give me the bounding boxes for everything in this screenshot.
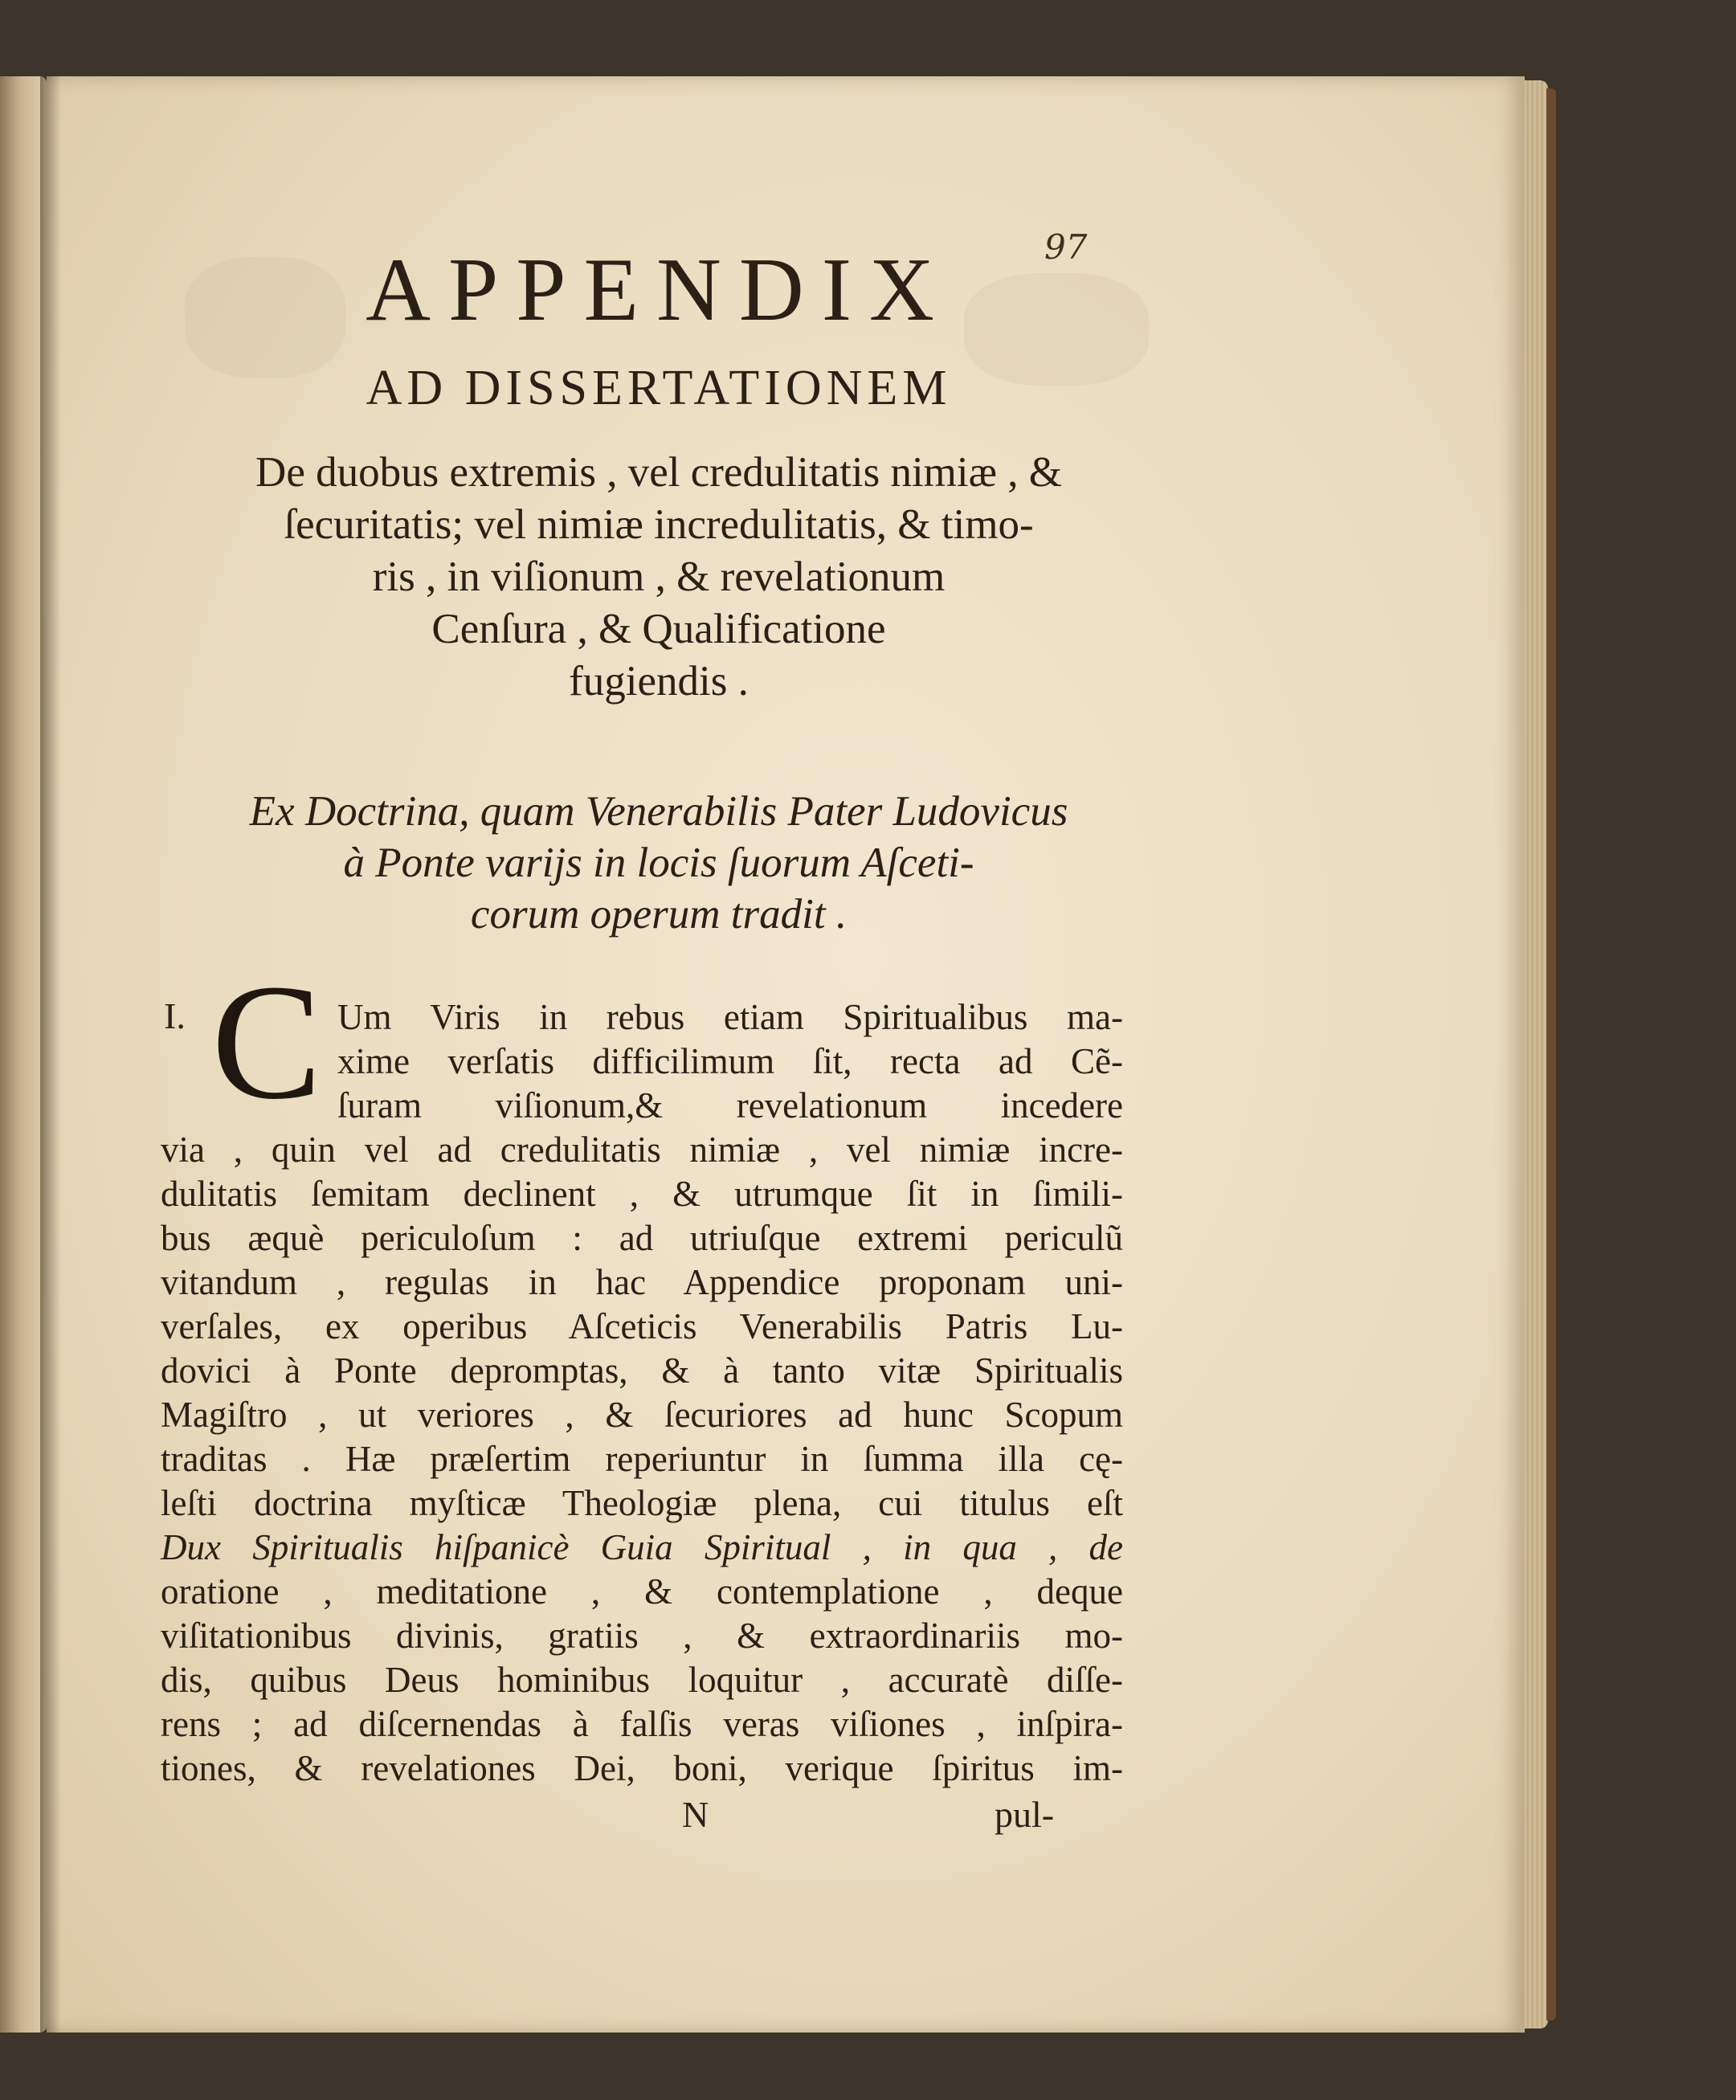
body-line: verſales, ex operibus Aſceticis Venerabilis Patris Lu- xyxy=(161,1306,1123,1346)
body-line: Magiſtro , ut veriores , & ſecuriores ad hunc Scopum xyxy=(161,1395,1123,1435)
body-line: tiones, & revelationes Dei, boni, verique ſpiritus im- xyxy=(161,1748,1123,1788)
body-line: ſuram viſionum,& revelationum incedere xyxy=(337,1085,1123,1126)
catchword: pul- xyxy=(995,1794,1055,1835)
body-line: bus æquè periculoſum : ad utriuſque extremi periculũ xyxy=(161,1218,1123,1258)
body-line: dis, quibus Deus hominibus loquitur , accuratè diſſe- xyxy=(161,1660,1123,1700)
body-line: viſitationibus divinis, gratiis , & extraordinariis mo- xyxy=(161,1616,1123,1656)
body-line: dovici à Ponte depromptas, & à tanto vitæ Spiritualis xyxy=(161,1350,1123,1391)
heading-line: fugiendis . xyxy=(569,658,749,705)
body-line: xime verſatis difficilimum ſit, recta ad Cẽ- xyxy=(337,1041,1123,1081)
doctrine-subheading xyxy=(161,786,1157,940)
body-line: dulitatis ſemitam declinent , & utrumque ſit in ſimili- xyxy=(161,1174,1123,1214)
page-number: 97 xyxy=(1044,227,1088,267)
body-line: oratione , meditatione , & contemplatione , deque xyxy=(161,1571,1123,1612)
paragraph-number: I. xyxy=(164,995,186,1036)
body-line: vitandum , regulas in hac Appendice proponam uni- xyxy=(161,1262,1123,1302)
body-line: via , quin vel ad credulitatis nimiæ , vel nimiæ incre- xyxy=(161,1130,1123,1170)
heading-line: Cenſura , & Qualificatione xyxy=(431,606,886,652)
heading-line: ris , in viſionum , & revelationum xyxy=(372,554,946,600)
body-line: rens ; ad diſcernendas à falſis veras viſiones , inſpira- xyxy=(161,1704,1123,1744)
body-line: traditas . Hæ præſertim reperiuntur in ſumma illa cę- xyxy=(161,1439,1123,1479)
page-title: APPENDIX xyxy=(366,240,952,340)
heading-line: De duobus extremis , vel credulitatis nimiæ , & xyxy=(255,449,1062,496)
drop-cap: C xyxy=(211,950,322,1134)
page-subtitle: AD DISSERTATIONEM xyxy=(366,361,952,415)
signature-mark: N xyxy=(682,1794,709,1835)
italic-line: corum operum tradit . xyxy=(470,891,848,938)
section-heading xyxy=(169,447,1149,708)
italic-line: Ex Doctrina, quam Venerabilis Pater Ludovicus xyxy=(249,788,1068,835)
body-line: Dux Spiritualis hiſpanicè Guia Spiritual , in qua , de xyxy=(161,1527,1123,1567)
heading-line: ſecuritatis; vel nimiæ incredulitatis, & timo- xyxy=(284,501,1034,548)
body-line: Um Viris in rebus etiam Spiritualibus ma- xyxy=(337,997,1123,1037)
body-line: leſti doctrina myſticæ Theologiæ plena, cui titulus eſt xyxy=(161,1483,1123,1523)
italic-line: à Ponte varijs in locis ſuorum Aſceti- xyxy=(343,840,974,886)
